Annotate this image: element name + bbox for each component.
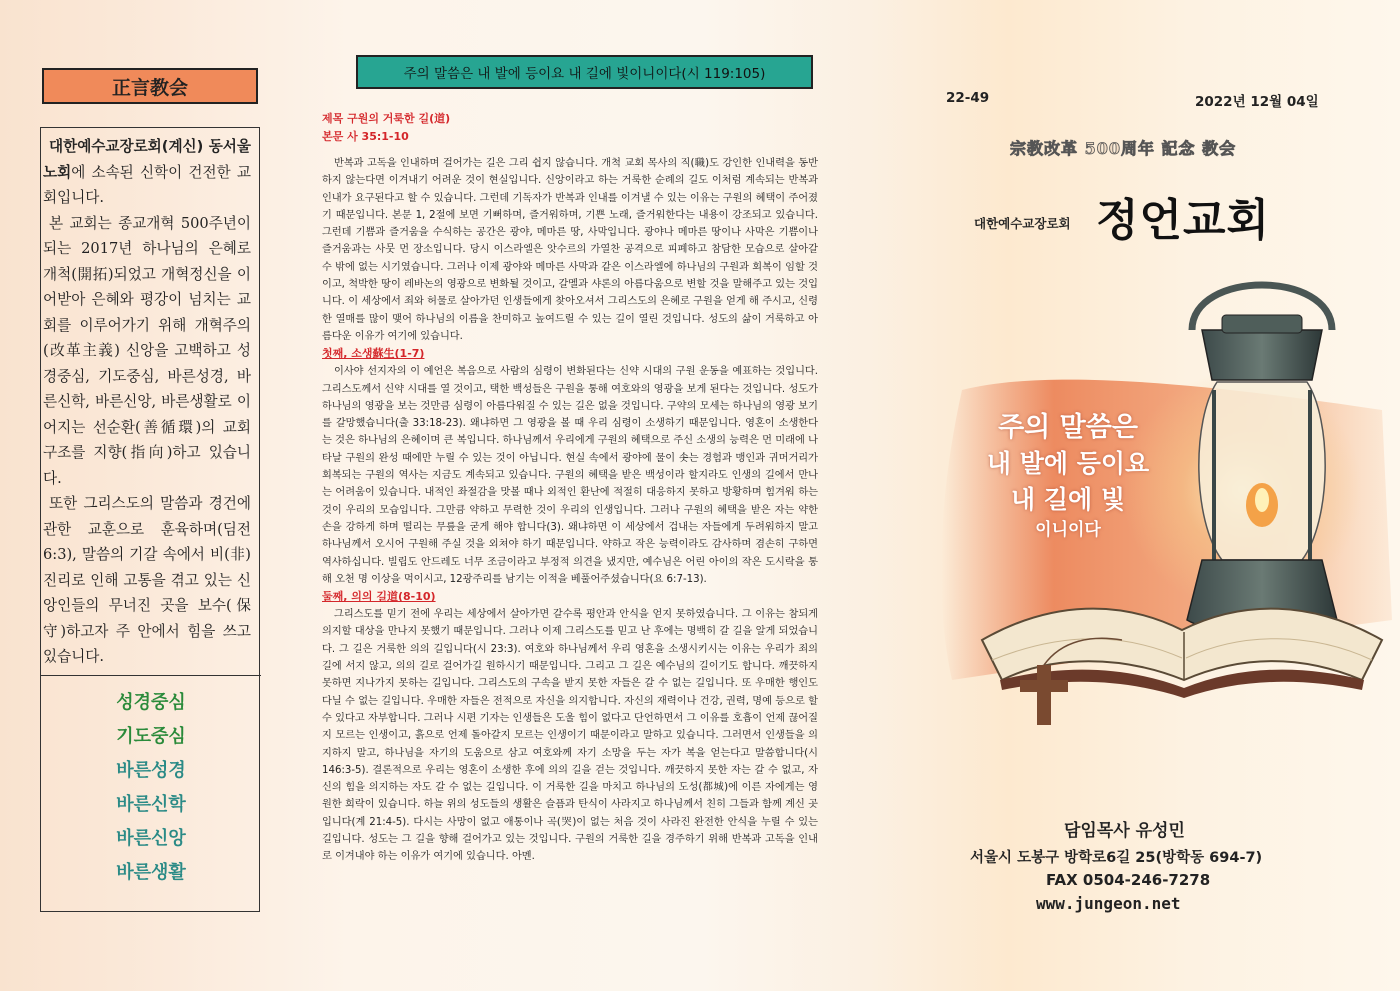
intro-text [41, 128, 261, 676]
cross-icon [1037, 665, 1051, 725]
intro-paragraph-2: 본 교회는 종교개혁 500주년이 되는 2017년 하나님의 은혜로 개척(開拓)되었고 개혁정신을 이어받아 은혜와 평강이 넘치는 교회를 이루어가기 위해 개혁주의(改革主義) 신앙을 고백하고 성경중심, 기도중심, 바른성경, 바른신학, 바른신앙, 바른생활로 이어지는 선순환(善循環)의 교회 구조를 지향(指向)하고 있습니다. [43, 214, 251, 487]
issue-number: 22-49 [946, 90, 990, 106]
intro-box [40, 127, 260, 912]
sermon-article [322, 110, 818, 866]
overlay-line-1: 주의 말씀은 [998, 412, 1138, 443]
sermon-text-ref: 본문 사 35:1-10 [322, 130, 409, 143]
overlay-line-2: 내 발에 등이요 [986, 449, 1150, 478]
motto-item: 기도중심 [116, 726, 186, 747]
church-address: 서울시 도봉구 방학로6길 25(방학동 694-7) [970, 850, 1263, 866]
sermon-title: 제목 구원의 거룩한 길(道) [322, 112, 451, 125]
motto-item: 바른성경 [116, 760, 186, 781]
issue-date: 2022년 12월 04일 [1195, 94, 1319, 110]
sermon-intro-paragraph: 반복과 고독을 인내하며 걸어가는 길은 그리 쉽지 않습니다. 개척 교회 목사의 직(職)도 강인한 인내력을 동반하지 않는다면 이겨내기 어려운 것이 현실입니다. 신앙이라고 하는 거룩한 순례의 길도 이처럼 계속되는 반복과 인내가 요구된다고 할 수 있습니다. 그런데 기독자가 반복과 인내를 이겨낼 수 있는 이유는 구원의 혜택이 주어졌기 때문입니다. 본문 1, 2절에 보면 기뻐하며, 즐거워하며, 기쁜 노래, 즐거워한다는 내용이 강조되고 있습니다. 그런데 기쁨과 즐거움을 수식하는 공간은 광야, 메마른 땅, 사막입니다. 광야나 메마른 땅이나 사막은 기쁨이나 즐거움과는 사뭇 먼 장소입니다. 당시 이스라엘은 앗수르의 가열찬 공격으로 피폐하고 참담한 모습으로 살아갈 수 밖에 없는 시기였습니다. 그러나 이제 광야와 메마른 사막과 같은 이스라엘에 하나님의 구원과 회복이 임할 것이고, 척박한 땅이 레바논의 영광으로 변화될 것이고, 갈멜과 샤론의 아름다움으로 변할 것을 말해주고 있는 것입니다. 이 세상에서 죄와 허물로 살아가던 인생들에게 찾아오셔서 그리스도의 은혜로 구원을 얻게 해 주시고, 신령한 열매를 많이 맺어 하나님의 이름을 찬미하고 높여드릴 수 있는 길이 열린 것입니다. 성도의 삶이 거룩하고 아름다운 이유가 여기에 있습니다. [322, 158, 818, 342]
fax-number: FAX 0504-246-7278 [1046, 871, 1211, 889]
intro-paragraph-1: 대한예수교장로회(계신) 동서울 노회에 소속된 신학이 건전한 교회입니다. [43, 138, 251, 206]
lamp-glass-icon [1199, 382, 1325, 560]
motto-item: 바른생활 [116, 862, 186, 883]
motto-list [41, 686, 261, 890]
verse-banner: 주의 말씀은 내 발에 등이요 내 길에 빛이니이다(시 119:105) [356, 55, 813, 89]
church-name: 정언교회 [1096, 195, 1271, 246]
sermon-paragraph-2: 그리스도를 믿기 전에 우리는 세상에서 살아가면 갈수록 평안과 안식을 얻지 못하였습니다. 그 이유는 참되게 의지할 대상을 만나지 못했기 때문입니다. 그러나 이제 그리스도를 믿고 난 후에는 명백히 갈 길을 알게 되었습니다. 그 길은 거룩한 의의 길입니다(시 23:3). 여호와 하나님께서 우리 영혼을 소생시키시는 이유는 우리가 죄의 길에 서지 않고, 의의 길로 걸어가길 원하시기 때문입니다. 그리고 그 길은 예수님의 길이기도 합니다. 깨끗하지 못하면 지나가지 못하는 길입니다. 그리스도의 구속을 받지 못한 자들은 갈 수 없는 길입니다. 또 우매한 행인도 다닐 수 없는 길입니다. 우매한 자들은 전적으로 자신을 의지합니다. 자신의 재력이나 건강, 권력, 명예 등으로 할 수 있다고 자부합니다. 그러나 시편 기자는 인생들은 도울 힘이 없다고 단언하면서 그 이유를 호흡이 언제 끊어질지 모르는 인생이고, 흙으로 언제 돌아갈지 모르는 인생이기 때문이라고 말하고 있습니다. 그러면서 인생들을 의지하지 말고, 하나님을 자기의 도움으로 삼고 여호와께 자기 소망을 두는 자가 복을 얻는다고 말씀합니다(시 146:3-5). 결론적으로 우리는 영혼이 소생한 후에 의의 길을 걷는 것입니다. 깨끗하지 못한 자는 갈 수 없고, 자신의 힘을 의지하는 자도 갈 수 없는 길입니다. 이 거룩한 길을 마치고 하나님의 도성(都城)에 이른 자에게는 영원한 희락이 있습니다. 하늘 위의 성도들의 생활은 슬픔과 탄식이 사라지고 하나님께서 친히 그들과 함께 계신 곳입니다(계 21:4-5). 다시는 사망이 없고 애통이나 곡(哭)이 없는 처음 것이 사라진 완전한 안식을 누릴 수 있는 길입니다. 성도는 그 길을 향해 걸어가고 있는 것입니다. 구원의 거룩한 길을 경주하기 위해 반복과 고독을 인내로 이겨내야 하는 이유가 여기에 있습니다. 아멘. [322, 609, 818, 863]
left-church-title: 正言教会 [42, 68, 258, 104]
reform-anniversary-label: 宗教改革 500周年 記念 教会 [1010, 139, 1237, 158]
pastor-name: 담임목사 유성민 [1064, 821, 1185, 841]
overlay-line-3: 내 길에 빛 [1010, 485, 1125, 514]
church-denomination: 대한예수교장로회 [974, 216, 1071, 231]
intro-denomination: 대한예수교장로회(계신) 동서울 노회 [43, 138, 251, 181]
sermon-heading-1: 첫째, 소생蘇生(1-7) [322, 347, 425, 361]
motto-item: 성경중심 [116, 692, 186, 713]
sermon-heading-2: 둘째, 의의 길道(8-10) [322, 590, 436, 604]
illustration-verse-overlay [978, 410, 1158, 542]
intro-paragraph-3: 또한 그리스도의 말씀과 경건에 관한 교훈으로 훈육하며(딤전 6:3), 말씀의 기갈 속에서 비(非) 진리로 인해 고통을 겪고 있는 신앙인들의 무너진 곳을 보수(保守)하고자 주 안에서 힘을 쓰고 있습니다. [43, 495, 251, 665]
motto-item: 바른신앙 [116, 828, 186, 849]
motto-item: 바른신학 [116, 794, 186, 815]
sermon-paragraph-1: 이사야 선지자의 이 예언은 복음으로 사람의 심령이 변화된다는 신약 시대의 구원 운동을 예표하는 것입니다. 그리스도께서 신약 시대를 열 것이고, 택한 백성들은 구원을 통해 여호와의 영광을 보게 된다는 것입니다. 성도가 하나님의 영광을 보는 것만큼 심령이 아름다워질 수 있는 길은 없을 것입니다. 구약의 모세는 하나님의 영광 보기를 갈망했습니다(출 33:18-23). 왜냐하면 그 영광을 볼 때 우리 심령이 소생하기 때문입니다. 영혼이 소생한다는 것은 하나님의 은혜이며 큰 복입니다. 하나님께서 우리에게 구원의 혜택으로 주신 소생의 능력은 먼 미래에 나타날 구원의 완성 때에만 누릴 수 있는 것이 아닙니다. 현실 속에서 광야에 물이 솟는 경험과 맹인과 귀머거리가 회복되는 구원의 역사는 지금도 계속되고 있습니다. 구원의 혜택을 받은 백성이라 할지라도 인생의 길에서 만나는 어려움이 있습니다. 내적인 좌절감을 맛볼 때나 외적인 환난에 적절히 대응하지 못하고 방황하며 힘겨워 하는 것이 우리의 모습입니다. 그만큼 약하고 무력한 것이 우리의 인생입니다. 그러나 구원의 혜택을 받은 자는 약한 손을 강하게 하며 떨리는 무릎을 굳게 해야 합니다(3). 왜냐하면 이 세상에서 겁내는 자들에게 두려워하지 말고 하나님께서 오시어 구원해 주실 것을 외쳐야 하기 때문입니다. 약하고 작은 능력이라도 감사하며 겸손히 구하면 역사하십니다. 빌립도 안드레도 너무 조금이라고 부정적 의견을 냈지만, 예수님은 어린 아이의 작은 도시락을 통해 오천 명 이상을 먹이시고, 12광주리를 남기는 이적을 베풀어주셨습니다(요 6:7-13). [322, 366, 818, 585]
website-link[interactable]: www.jungeon.net [1036, 894, 1181, 913]
overlay-line-4: 이니이다 [1035, 520, 1101, 540]
